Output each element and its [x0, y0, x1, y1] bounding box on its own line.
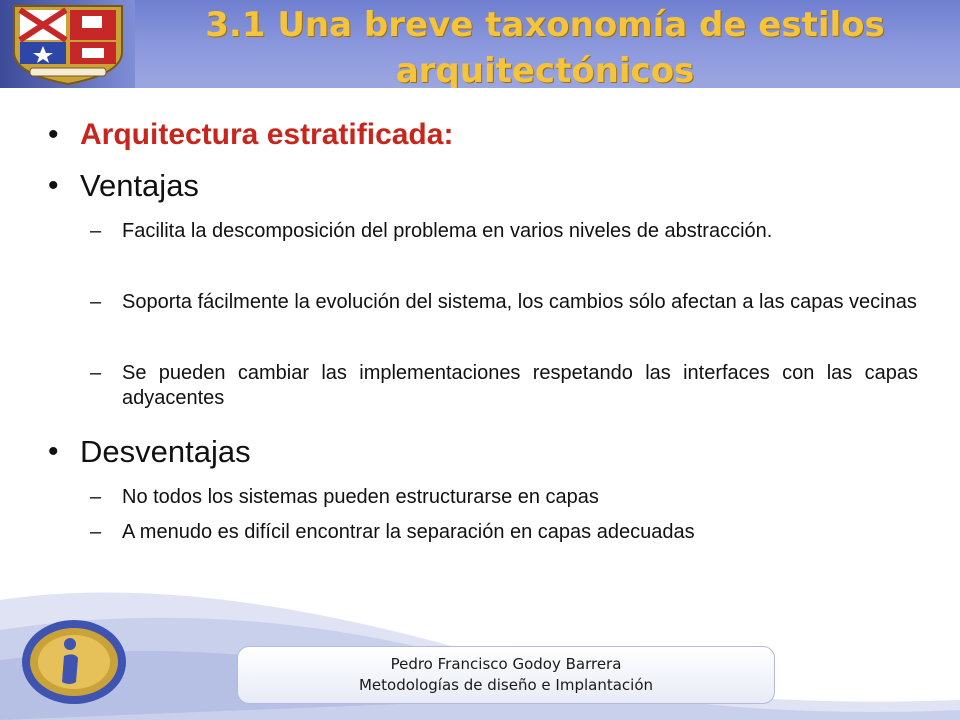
bullet-icon: • [48, 435, 59, 468]
logo-panel [0, 0, 135, 88]
dash-icon: – [90, 521, 102, 543]
sub-bullet-text: Facilita la descomposición del problema en varios niveles de abstracción. [122, 220, 773, 242]
footer-info [237, 646, 775, 704]
bullet-icon: • [48, 118, 59, 151]
sub-bullet-text: Soporta fácilmente la evolución del sistema, los cambios sólo afectan a las capas vecinas [122, 291, 917, 313]
dash-icon: – [90, 220, 102, 242]
dash-icon: – [90, 291, 102, 313]
bullet-heading: Desventajas [80, 434, 251, 469]
slide-header [0, 0, 960, 88]
slide-title: 3.1 Una breve taxonomía de estilos arquitectónicos [205, 5, 885, 88]
university-crest-icon [8, 2, 128, 86]
sub-bullet-text: A menudo es difícil encontrar la separación en capas adecuadas [122, 521, 695, 543]
bullet-heading: Ventajas [80, 168, 199, 203]
footer-course: Metodologías de diseño e Implantación [358, 676, 654, 694]
bullet-icon: • [48, 169, 59, 202]
footer-author: Pedro Francisco Godoy Barrera [390, 655, 622, 673]
dash-icon: – [90, 362, 102, 384]
bullet-heading: Arquitectura estratificada: [80, 118, 454, 151]
sub-bullet-text: No todos los sistemas pueden estructurarse en capas [122, 486, 599, 508]
sub-bullet-text: Se pueden cambiar las implementaciones respetando las interfaces con las capas adyacentes [122, 362, 918, 409]
i-logo-icon [14, 612, 134, 712]
dash-icon: – [90, 486, 102, 508]
